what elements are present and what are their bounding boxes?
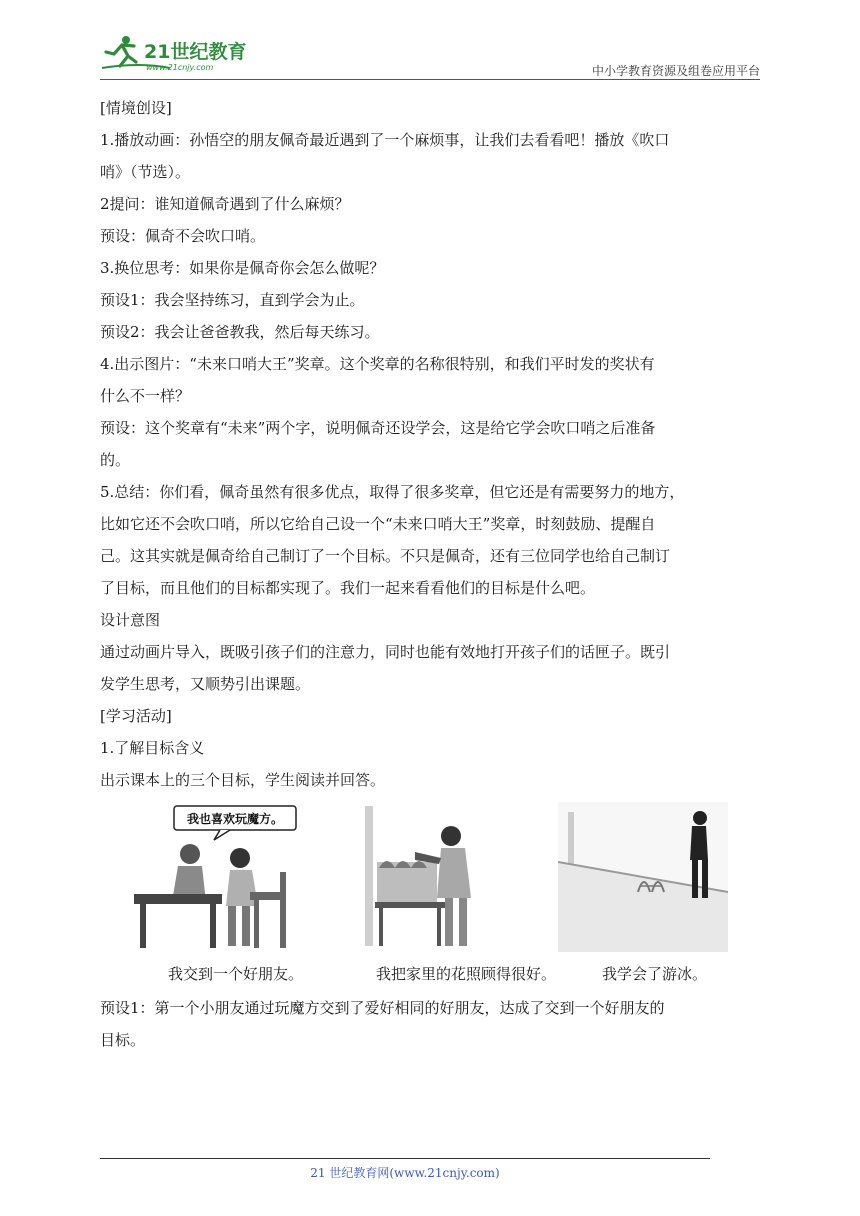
paragraph: 己。这其实就是佩奇给自己制订了一个目标。不只是佩奇，还有三位同学也给自己制订 [100,547,671,565]
paragraph: 预设：佩奇不会吹口哨。 [100,227,266,245]
paragraph: 4.出示图片：“未来口哨大王”奖章。这个奖章的名称很特别，和我们平时发的奖状有 [100,355,655,373]
paragraph: 出示课本上的三个目标，学生阅读并回答。 [100,771,386,789]
paragraph: 预设2：我会让爸爸教我，然后每天练习。 [100,323,380,341]
paragraph: 预设：这个奖章有“未来”两个字，说明佩奇还设学会，这是给它学会吹口哨之后准备 [100,419,656,437]
illustration-row [100,802,762,952]
paragraph: 预设1：我会坚持练习，直到学会为止。 [100,291,365,309]
header-divider [100,79,760,80]
paragraph: 5.总结：你们看，佩奇虽然有很多优点，取得了很多奖章，但它还是有需要努力的地方， [100,483,685,501]
caption-swim: 我学会了游冰。 [602,965,708,983]
platform-name: 中小学教育资源及组卷应用平台 [591,64,760,78]
section-heading: [情境创设] [100,99,172,117]
section-heading: [学习活动] [100,707,172,725]
footer-link[interactable]: 21 世纪教育网(www.21cnjy.com) [310,1166,500,1180]
caption-row [100,958,762,992]
paragraph: 2提问：谁知道佩奇遇到了什么麻烦？ [100,195,350,213]
paragraph: 什么不一样？ [100,387,191,405]
flowers-illustration [355,802,505,952]
page-header [100,32,760,78]
caption-friend: 我交到一个好朋友。 [168,965,304,983]
caption-flowers: 我把家里的花照顾得很好。 [376,965,557,983]
svg-text:21世纪教育: 21世纪教育 [144,41,247,63]
paragraph: 了目标，而且他们的目标都实现了。我们一起来看看他们的目标是什么吧。 [100,579,596,597]
svg-text:www.21cnjy.com: www.21cnjy.com [146,63,214,72]
paragraph: 1.了解目标含义 [100,739,205,757]
section-heading: 设计意图 [100,611,161,629]
paragraph: 预设1：第一个小朋友通过玩魔方交到了爱好相同的好朋友，达成了交到一个好朋友的 [100,999,665,1017]
speech-bubble-text: 我也喜欢玩魔方。 [186,812,284,826]
paragraph: 目标。 [100,1031,146,1049]
paragraph: 比如它还不会吹口哨，所以它给自己设一个“未来口哨大王”奖章，时刻鼓励、提醒自 [100,515,656,533]
swimming-illustration [558,802,728,952]
document-body [100,92,762,1056]
paragraph: 哨》（节选）。 [100,163,191,181]
paragraph: 发学生思考，又顺势引出课题。 [100,675,311,693]
friends-illustration [130,802,300,952]
site-logo [100,32,260,74]
footer-divider [100,1158,710,1159]
paragraph: 1.播放动画：孙悟空的朋友佩奇最近遇到了一个麻烦事，让我们去看看吧！播放《吹口 [100,131,670,149]
paragraph: 的。 [100,451,131,469]
paragraph: 通过动画片导入，既吸引孩子们的注意力，同时也能有效地打开孩子们的话匣子。既引 [100,643,671,661]
paragraph: 3.换位思考：如果你是佩奇你会怎么做呢？ [100,259,385,277]
